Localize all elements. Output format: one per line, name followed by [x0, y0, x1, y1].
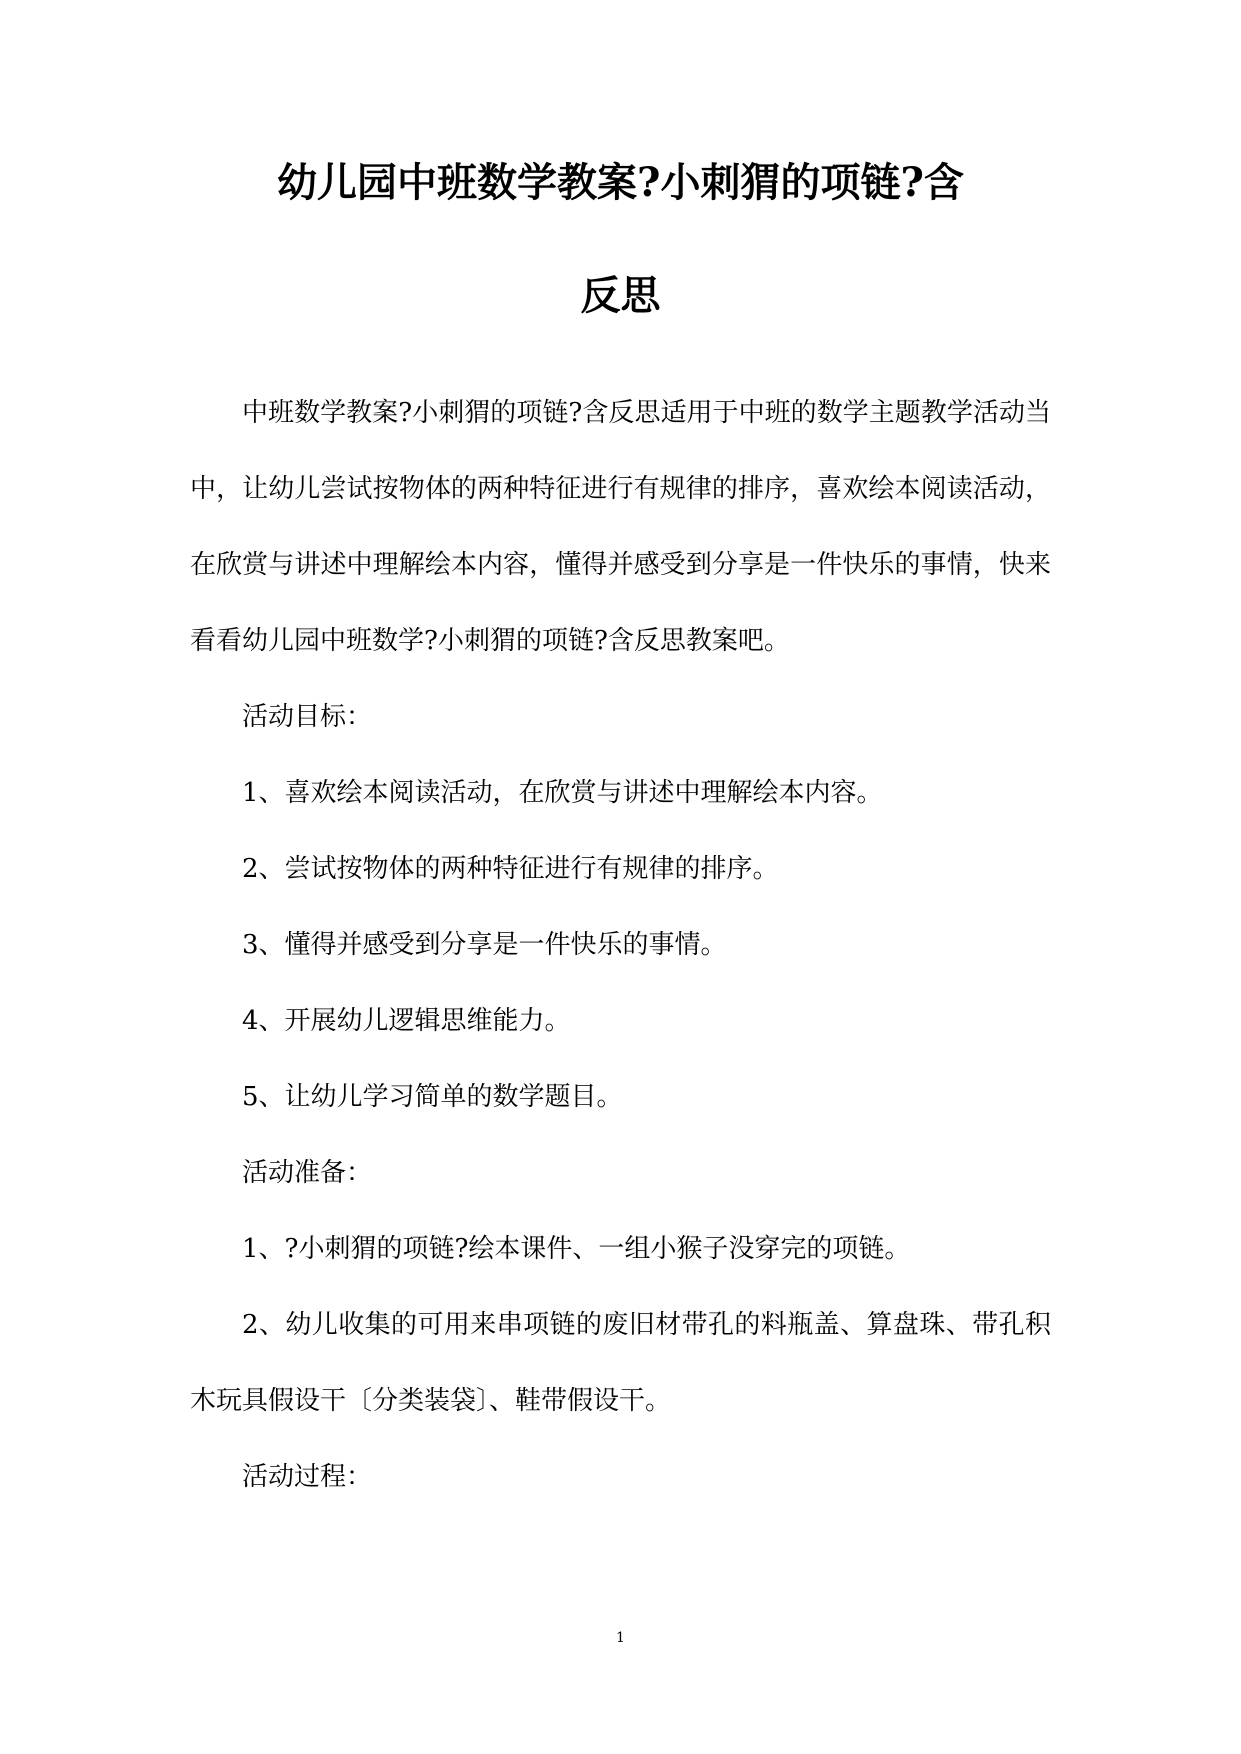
objective-item: 5、让幼儿学习简单的数学题目。 [242, 1082, 623, 1112]
objective-item: 2、尝试按物体的两种特征进行有规律的排序。 [242, 854, 779, 884]
document-title-line-2: 反思 [580, 272, 661, 319]
objective-item: 3、懂得并感受到分享是一件快乐的事情。 [242, 930, 727, 960]
document-title-line-1: 幼儿园中班数学教案?小刺猬的项链?含 [277, 159, 964, 206]
section-heading-preparation: 活动准备： [242, 1158, 373, 1188]
preparation-item: 1、?小刺猬的项链?绘本课件、一组小猴子没穿完的项链。 [242, 1234, 911, 1264]
objective-item: 1、喜欢绘本阅读活动，在欣赏与讲述中理解绘本内容。 [242, 778, 883, 808]
section-heading-objectives: 活动目标： [242, 702, 373, 732]
intro-paragraph: 中班数学教案?小刺猬的项链?含反思适用于中班的数学主题教学活动当中，让幼儿尝试按物体的两种特征进行有规律的排序，喜欢绘本阅读活动，在欣赏与讲述中理解绘本内容，懂得并感受到分享是一件快乐的事情，快来看看幼儿园中班数学?小刺猬的项链?含反思教案吧。 [190, 398, 1051, 656]
objective-item: 4、开展幼儿逻辑思维能力。 [242, 1006, 571, 1036]
preparation-item: 2、幼儿收集的可用来串项链的废旧材带孔的料瓶盖、算盘珠、带孔积木玩具假设干〔分类装袋〕、鞋带假设干。 [190, 1310, 1051, 1416]
section-heading-process: 活动过程： [242, 1462, 373, 1492]
document-body [190, 375, 1051, 1515]
page-number: 1 [616, 1630, 625, 1646]
